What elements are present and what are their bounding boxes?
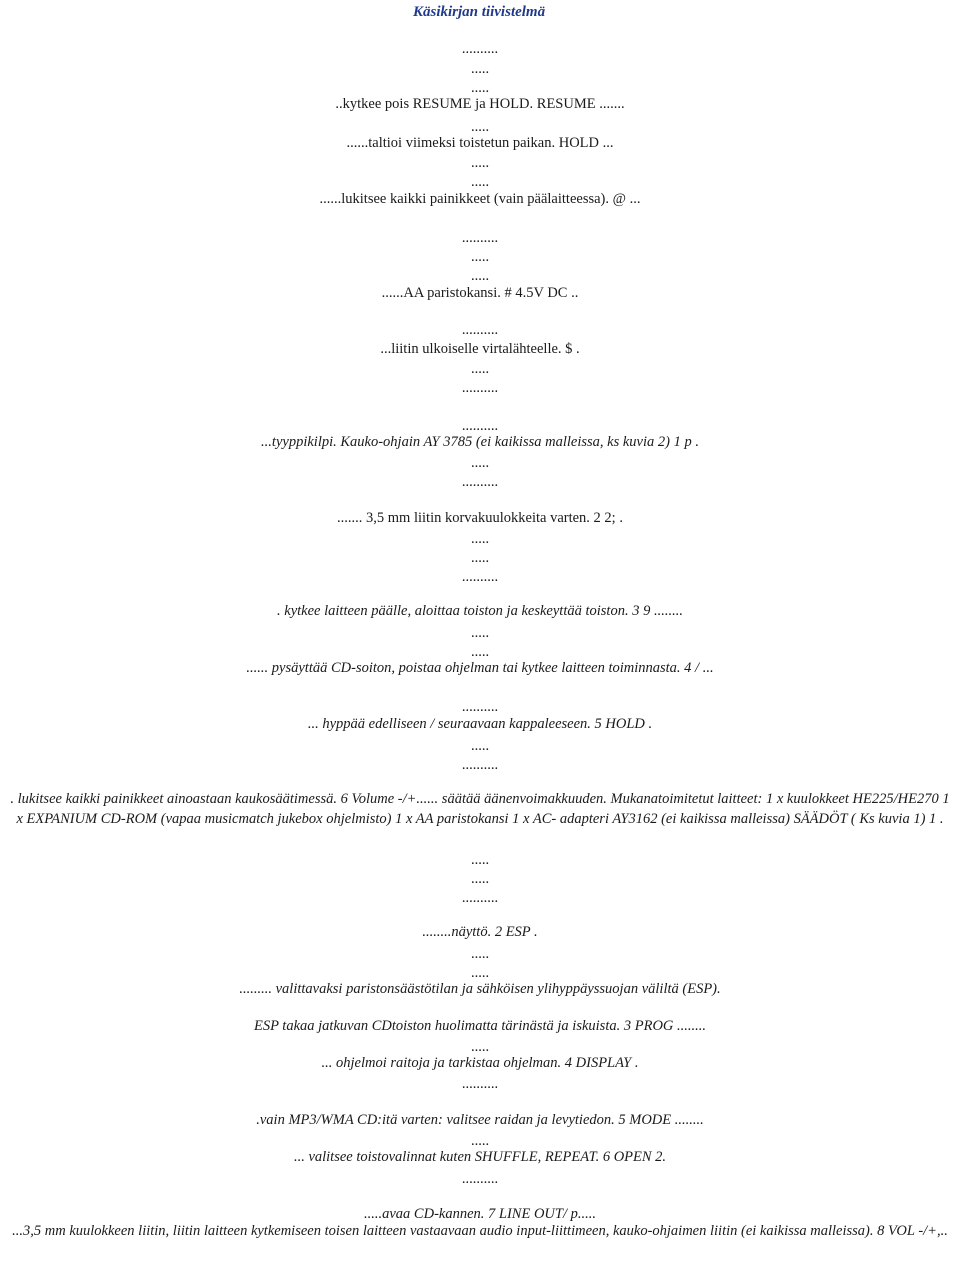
text-line: ..... — [470, 550, 490, 566]
text-line: ...liitin ulkoiselle virtalähteelle. $ . — [380, 341, 580, 357]
text-line: ..... — [470, 361, 490, 377]
text-line: .......... — [461, 699, 499, 715]
text-line: .....avaa CD-kannen. 7 LINE OUT/ p..... — [364, 1206, 596, 1222]
text-line: ..kytkee pois RESUME ja HOLD. RESUME ....... — [335, 96, 625, 112]
text-line: ..... — [470, 80, 490, 96]
text-line: ..... — [470, 249, 490, 265]
text-line: ..... — [470, 155, 490, 171]
text-line: .......... — [461, 890, 499, 906]
text-line: ..... — [470, 965, 490, 981]
text-line: ......lukitsee kaikki painikkeet (vain päälaitteessa). @ ... — [319, 191, 641, 207]
text-line: ..... — [470, 871, 490, 887]
paragraph-line-out: ...3,5 mm kuulokkeen liitin, liitin laitteen kytkemiseen toisen laitteen vastaavaan audio input-liittimeen, kauko-ohjaimen liitin (ei kaikissa malleissa). 8 VOL -/+,.. — [12, 1223, 948, 1239]
text-line: ..... — [470, 1039, 490, 1055]
text-line: ....... 3,5 mm liitin korvakuulokkeita varten. 2 2; . — [337, 510, 623, 526]
text-line: ..... — [470, 61, 490, 77]
text-line: .......... — [461, 322, 499, 338]
text-line: .vain MP3/WMA CD:itä varten: valitsee raidan ja levytiedon. 5 MODE ........ — [256, 1112, 704, 1128]
text-line: ... hyppää edelliseen / seuraavaan kappaleeseen. 5 HOLD . — [307, 716, 653, 732]
text-line: .......... — [461, 41, 499, 57]
text-line: ..... — [470, 268, 490, 284]
text-line: ..... — [470, 644, 490, 660]
text-line: .......... — [461, 418, 499, 434]
text-line: ...... pysäyttää CD-soiton, poistaa ohjelman tai kytkee laitteen toiminnasta. 4 / ... — [246, 660, 714, 676]
text-line: ..... — [470, 946, 490, 962]
text-line: ..... — [470, 455, 490, 471]
text-line: . kytkee laitteen päälle, aloittaa toiston ja keskeyttää toiston. 3 9 ........ — [277, 603, 683, 619]
text-line: .......... — [461, 230, 499, 246]
paragraph-plain-part: Mukanatoimitetut laitteet: 1 x kuulokkeet HE225/HE270 1 x EXPANIUM CD-ROM (vapaa musicmatch jukebox ohjelmisto) 1 x AA paristokansi 1 x AC- adapteri AY3162 (ei kaikissa malleissa) SÄÄDÖT ( Ks kuvia 1) 1 . — [16, 791, 950, 827]
text-line: .......... — [461, 474, 499, 490]
text-line: ..... — [470, 119, 490, 135]
page-title: Käsikirjan tiivistelmä — [413, 4, 546, 20]
text-line: .......... — [461, 1171, 499, 1187]
text-line: ..... — [470, 1133, 490, 1149]
text-line: .......... — [461, 569, 499, 585]
text-line: .......... — [461, 757, 499, 773]
text-line: ..... — [470, 738, 490, 754]
text-line: ESP takaa jatkuvan CDtoiston huolimatta tärinästä ja iskuista. 3 PROG ........ — [253, 1018, 707, 1034]
paragraph-italic-part: . lukitsee kaikki painikkeet ainoastaan kaukosäätimessä. 6 Volume -/+...... säätää äänenvoimakkuuden. — [10, 791, 607, 807]
text-line: ... valitsee toistovalinnat kuten SHUFFLE, REPEAT. 6 OPEN 2. — [293, 1149, 667, 1165]
text-line: ......AA paristokansi. # 4.5V DC .. — [381, 285, 579, 301]
paragraph-controls-accessories — [10, 790, 950, 829]
text-line: ......... valittavaksi paristonsäästötilan ja sähköisen ylihyppäyssuojan väliltä (ESP). — [239, 981, 721, 997]
text-line: .......... — [461, 380, 499, 396]
text-line: ... ohjelmoi raitoja ja tarkistaa ohjelman. 4 DISPLAY . — [321, 1055, 639, 1071]
text-line: ..... — [470, 174, 490, 190]
text-line: .......... — [461, 1076, 499, 1092]
text-line: ..... — [470, 852, 490, 868]
text-line: ..... — [470, 531, 490, 547]
text-line: ......taltioi viimeksi toistetun paikan. HOLD ... — [346, 135, 614, 151]
text-line: ...tyyppikilpi. Kauko-ohjain AY 3785 (ei kaikissa malleissa, ks kuvia 2) 1 p . — [261, 434, 699, 450]
text-line: ..... — [470, 625, 490, 641]
text-line: ........näyttö. 2 ESP . — [422, 924, 538, 940]
